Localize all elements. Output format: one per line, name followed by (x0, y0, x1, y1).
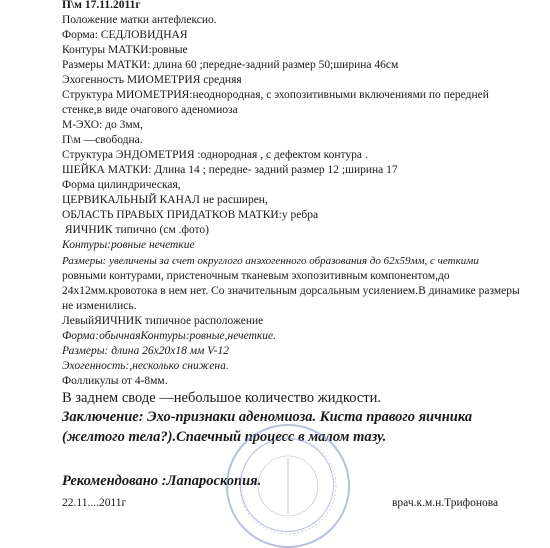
cervix-shape: Форма цилиндрическая, (62, 179, 181, 191)
right-ovary-contours: Контуры:ровные нечеткие (62, 239, 195, 251)
myometrium-structure-cont: стенке,в виде очагового аденомиоза (62, 104, 238, 116)
conclusion-line-1: Заключение: Эхо-признаки аденомиоза. Киста правого яичника (62, 409, 473, 425)
myometrium-structure: Структура МИОМЕТРИЯ:неоднородная, с эхопозитивными включениями по передней (62, 89, 489, 101)
myometrium-echogenicity: Эхогенность МИОМЕТРИЯ средняя (62, 74, 242, 86)
left-ovary-shape: Форма:обычнаяКонтуры:ровные,нечеткие. (62, 330, 277, 342)
cervical-canal: ЦЕРВИКАЛЬНЫЙ КАНАЛ не расширен, (62, 194, 268, 206)
signature-date: 22.11....2011г (62, 497, 127, 509)
posterior-fornix-fluid: В заднем своде —небольшое количество жидкости. (62, 390, 381, 406)
right-ovary-blood-flow: 24х12мм.кровотока в нем нет. Со значительным дорсальным усилением.В динамике размеры (62, 285, 520, 297)
pouch-free: П\м —свободна. (62, 134, 143, 146)
uterus-shape: Форма: СЕДЛОВИДНАЯ (62, 29, 188, 41)
right-ovary-sizes: Размеры: увеличены за счет округлого анэхогенного образования до 62х59мм, с четкими (62, 255, 479, 267)
recommendation: Рекомендовано :Лапароскопия. (62, 473, 262, 489)
left-ovary-echogenicity: Эхогенность:,несколько снижена. (62, 360, 229, 372)
uterus-position: Положение матки антефлексио. (62, 14, 217, 26)
uterus-contours: Контуры МАТКИ:ровные (62, 44, 188, 56)
right-ovary-dynamics: не изменились. (62, 300, 137, 312)
exam-date-header: П\м 17.11.2011г (62, 0, 141, 11)
right-ovary-sizes-cont: ровными контурами, пристеночным тканевым эхопозитивным компонентом,до (62, 270, 450, 282)
doctor-name: врач.к.м.н.Трифонова (392, 497, 499, 509)
cervix-sizes: ШЕЙКА МАТКИ: Длина 14 ; передне- задний размер 12 ;ширина 17 (62, 164, 398, 176)
seal-ring-pattern (228, 426, 348, 546)
m-echo: М-ЭХО: до 3мм, (62, 119, 143, 131)
left-ovary-sizes: Размеры: длина 26х20х18 мм V-12 (62, 345, 229, 357)
right-ovary: ЯИЧНИК типично (см .фото) (62, 224, 209, 236)
endometrium-structure: Структура ЭНДОМЕТРИЯ :однородная , с дефектом контура . (62, 149, 368, 161)
left-ovary-position: ЛевыйЯИЧНИК типичное расположение (62, 315, 264, 327)
follicles: Фолликулы от 4-8мм. (62, 375, 168, 387)
right-adnexa: ОБЛАСТЬ ПРАВЫХ ПРИДАТКОВ МАТКИ:у ребра (62, 209, 319, 221)
conclusion-line-2: (желтого тела?).Спаечный процесс в малом тазу. (62, 429, 387, 445)
uterus-sizes: Размеры МАТКИ: длина 60 ;передне-задний размер 50;ширина 46см (62, 59, 399, 71)
clinic-seal (226, 424, 350, 548)
